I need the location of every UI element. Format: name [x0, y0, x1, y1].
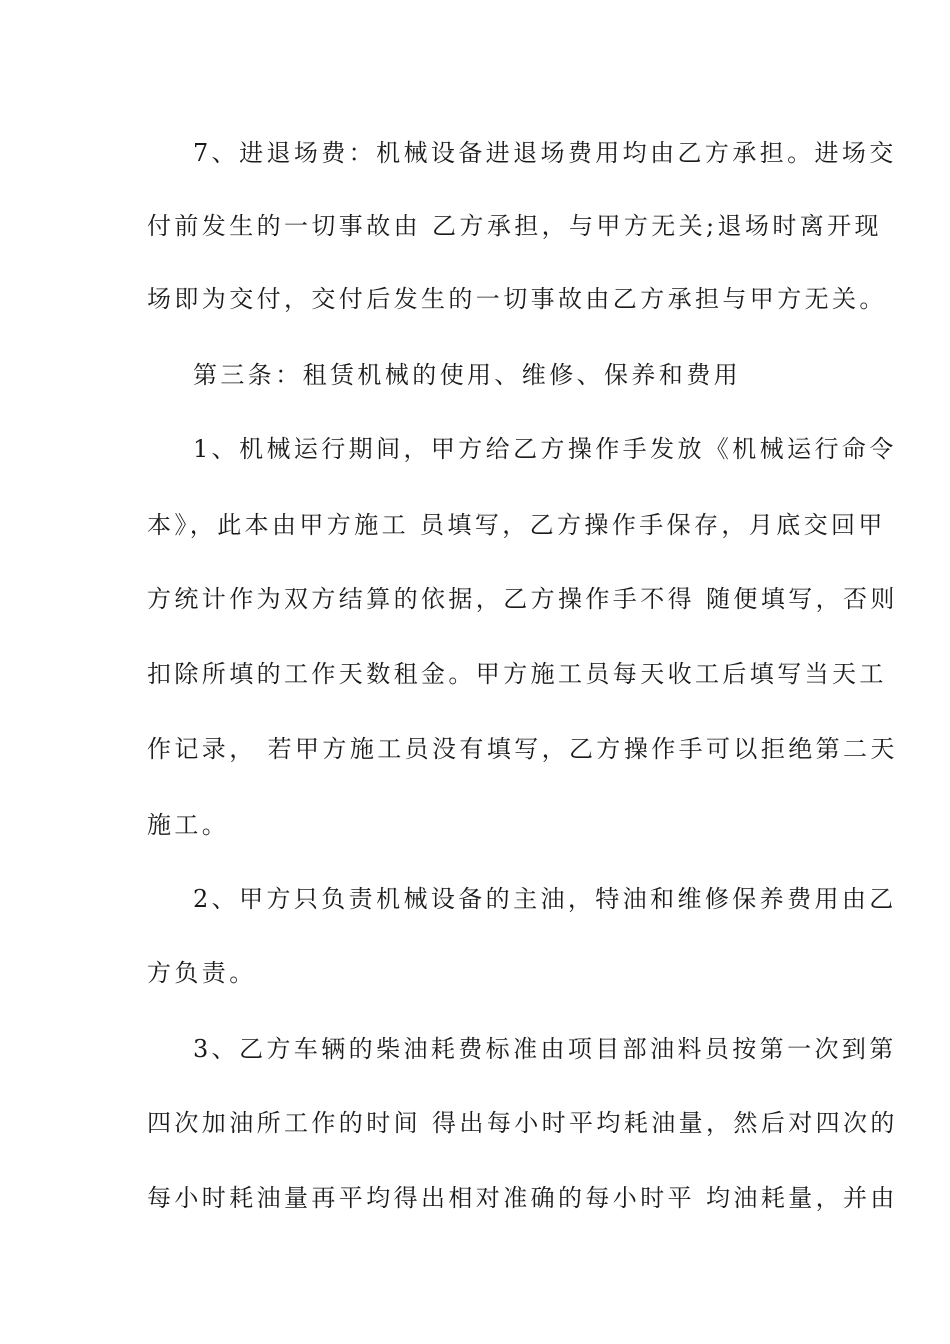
section-heading: 第三条：租赁机械的使用、维修、保养和费用 — [193, 361, 741, 389]
paragraph-line: 场即为交付，交付后发生的一切事故由乙方承担与甲方无关。 — [147, 285, 887, 313]
paragraph-line: 7、进退场费：机械设备进退场费用均由乙方承担。进场交 — [193, 139, 897, 167]
paragraph-line: 施工。 — [147, 811, 230, 839]
paragraph-line: 四次加油所工作的时间 得出每小时平均耗油量，然后对四次的 — [147, 1109, 898, 1137]
paragraph-line: 方统计作为双方结算的依据，乙方操作手不得 随便填写，否则 — [147, 585, 898, 613]
paragraph-line: 3、乙方车辆的柴油耗费标准由项目部油料员按第一次到第 — [193, 1035, 897, 1063]
paragraph-line: 扣除所填的工作天数租金。甲方施工员每天收工后填写当天工 — [147, 660, 887, 688]
paragraph-line: 方负责。 — [147, 959, 257, 987]
paragraph-line: 作记录， 若甲方施工员没有填写，乙方操作手可以拒绝第二天 — [147, 735, 898, 763]
paragraph-line: 付前发生的一切事故由 乙方承担，与甲方无关;退场时离开现 — [147, 212, 882, 240]
paragraph-line: 1、机械运行期间，甲方给乙方操作手发放《机械运行命令 — [193, 435, 897, 463]
paragraph-line: 2、甲方只负责机械设备的主油，特油和维修保养费用由乙 — [193, 885, 897, 913]
paragraph-line: 每小时耗油量再平均得出相对准确的每小时平 均油耗量，并由 — [147, 1184, 898, 1212]
paragraph-line: 本》，此本由甲方施工 员填写，乙方操作手保存，月底交回甲 — [147, 511, 886, 539]
